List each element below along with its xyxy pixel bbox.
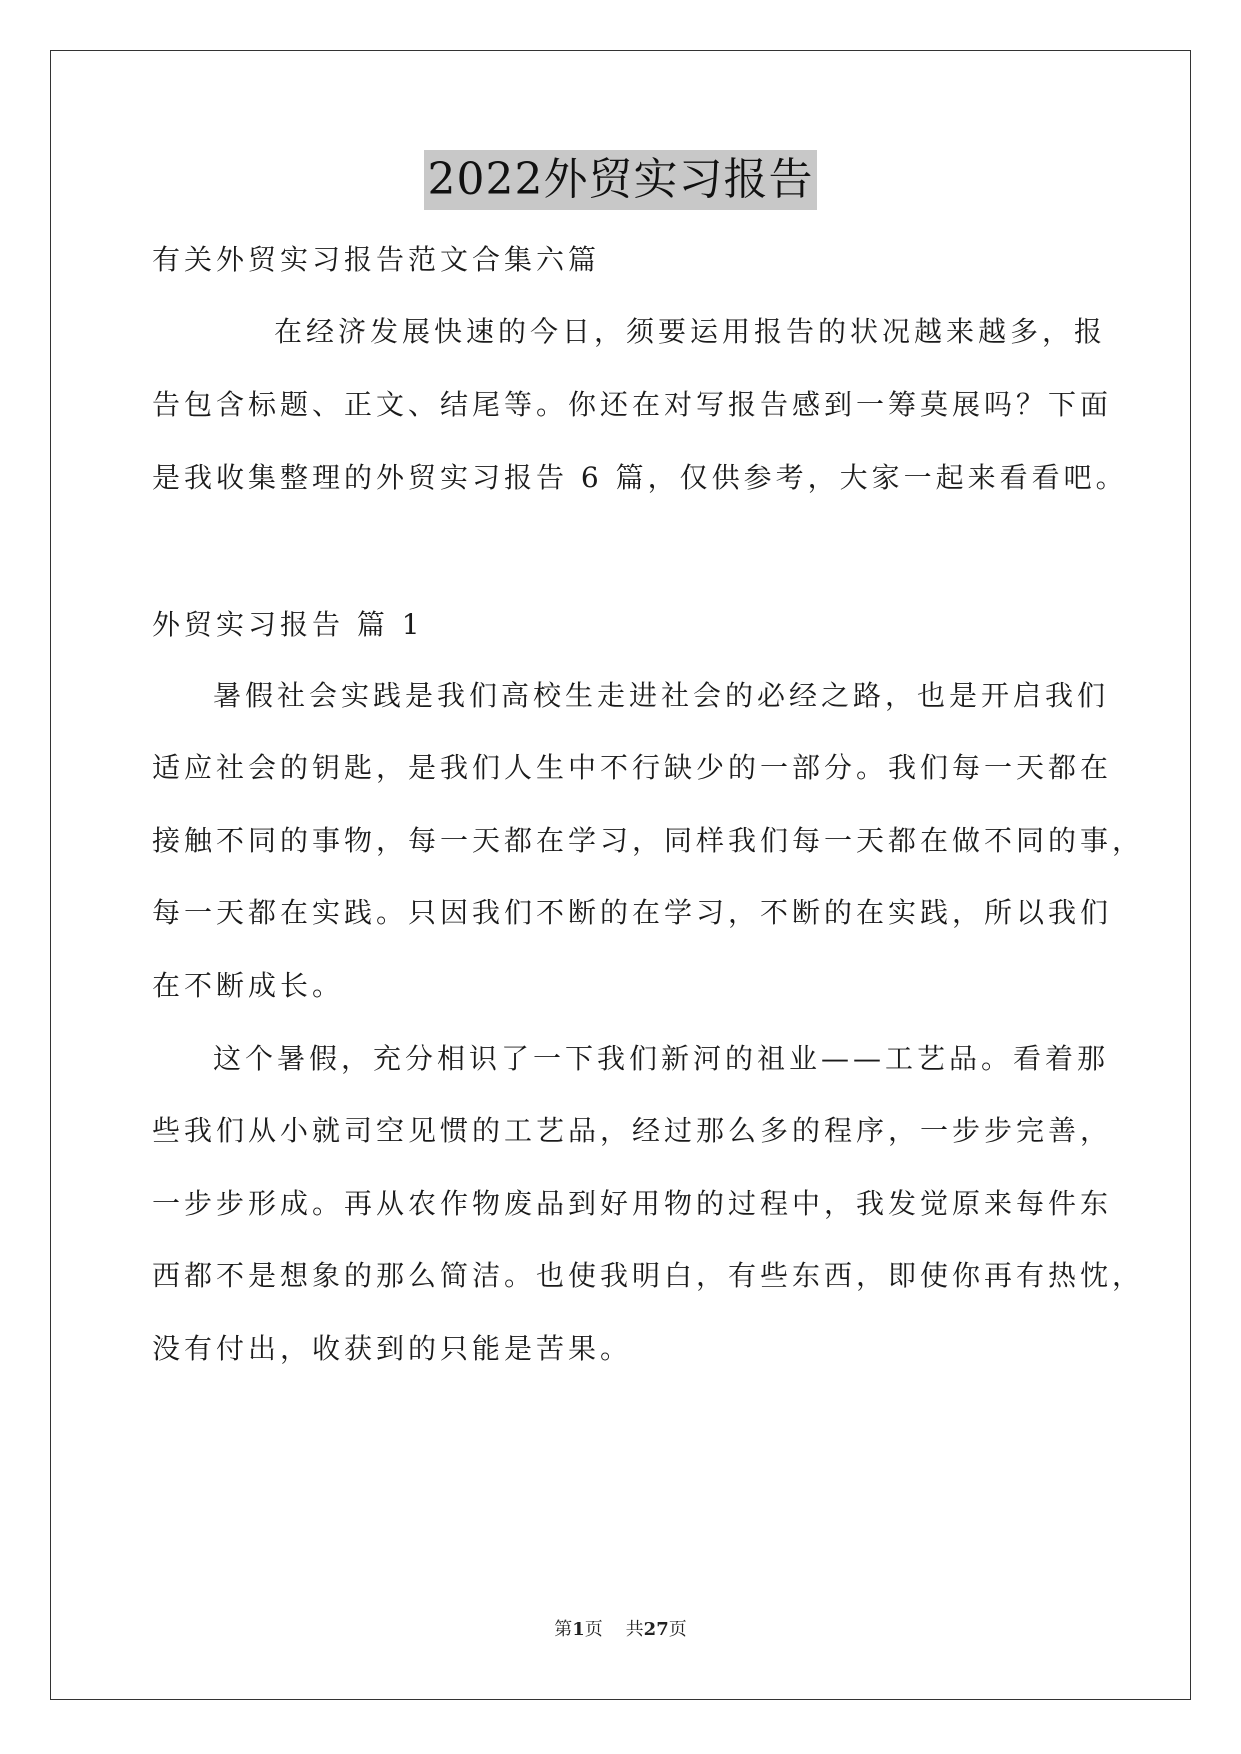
- document-subtitle: 有关外贸实习报告范文合集六篇: [152, 243, 601, 276]
- intro-line-1: 在经济发展快速的今日，须要运用报告的状况越来越多，报: [274, 315, 1107, 348]
- intro-line-3: 是我收集整理的外贸实习报告 6 篇，仅供参考，大家一起来看看吧。: [152, 461, 1128, 494]
- paragraph2-line-2: 些我们从小就司空见惯的工艺品，经过那么多的程序，一步步完善，: [152, 1114, 1113, 1147]
- page-border: [50, 50, 1191, 1700]
- page-number: 1: [572, 1619, 585, 1640]
- document-title: 2022外贸实习报告: [424, 150, 818, 210]
- intro-line-2: 告包含标题、正文、结尾等。你还在对写报告感到一筹莫展吗？下面: [152, 388, 1113, 421]
- title-container: [0, 150, 1241, 210]
- paragraph1-line-5: 在不断成长。: [152, 969, 345, 1002]
- paragraph2-line-5: 没有付出，收获到的只能是苦果。: [152, 1332, 633, 1365]
- section-heading: 外贸实习报告 篇 1: [152, 608, 424, 641]
- page-suffix: 页: [584, 1619, 603, 1640]
- paragraph1-line-4: 每一天都在实践。只因我们不断的在学习，不断的在实践，所以我们: [152, 896, 1113, 929]
- paragraph2-line-1: 这个暑假，充分相识了一下我们新河的祖业——工艺品。看着那: [213, 1042, 1110, 1075]
- paragraph1-line-2: 适应社会的钥匙，是我们人生中不行缺少的一部分。我们每一天都在: [152, 751, 1113, 784]
- paragraph2-line-4: 西都不是想象的那么简洁。也使我明白，有些东西，即使你再有热忱，: [152, 1259, 1145, 1292]
- total-suffix: 页: [668, 1619, 687, 1640]
- page-footer: [0, 1618, 1241, 1642]
- paragraph1-line-3: 接触不同的事物，每一天都在学习，同样我们每一天都在做不同的事，: [152, 824, 1145, 857]
- total-prefix: 共: [625, 1619, 644, 1640]
- page-prefix: 第: [554, 1619, 573, 1640]
- total-pages: 27: [643, 1619, 669, 1640]
- paragraph2-line-3: 一步步形成。再从农作物废品到好用物的过程中，我发觉原来每件东: [152, 1187, 1113, 1220]
- paragraph1-line-1: 暑假社会实践是我们高校生走进社会的必经之路，也是开启我们: [213, 679, 1110, 712]
